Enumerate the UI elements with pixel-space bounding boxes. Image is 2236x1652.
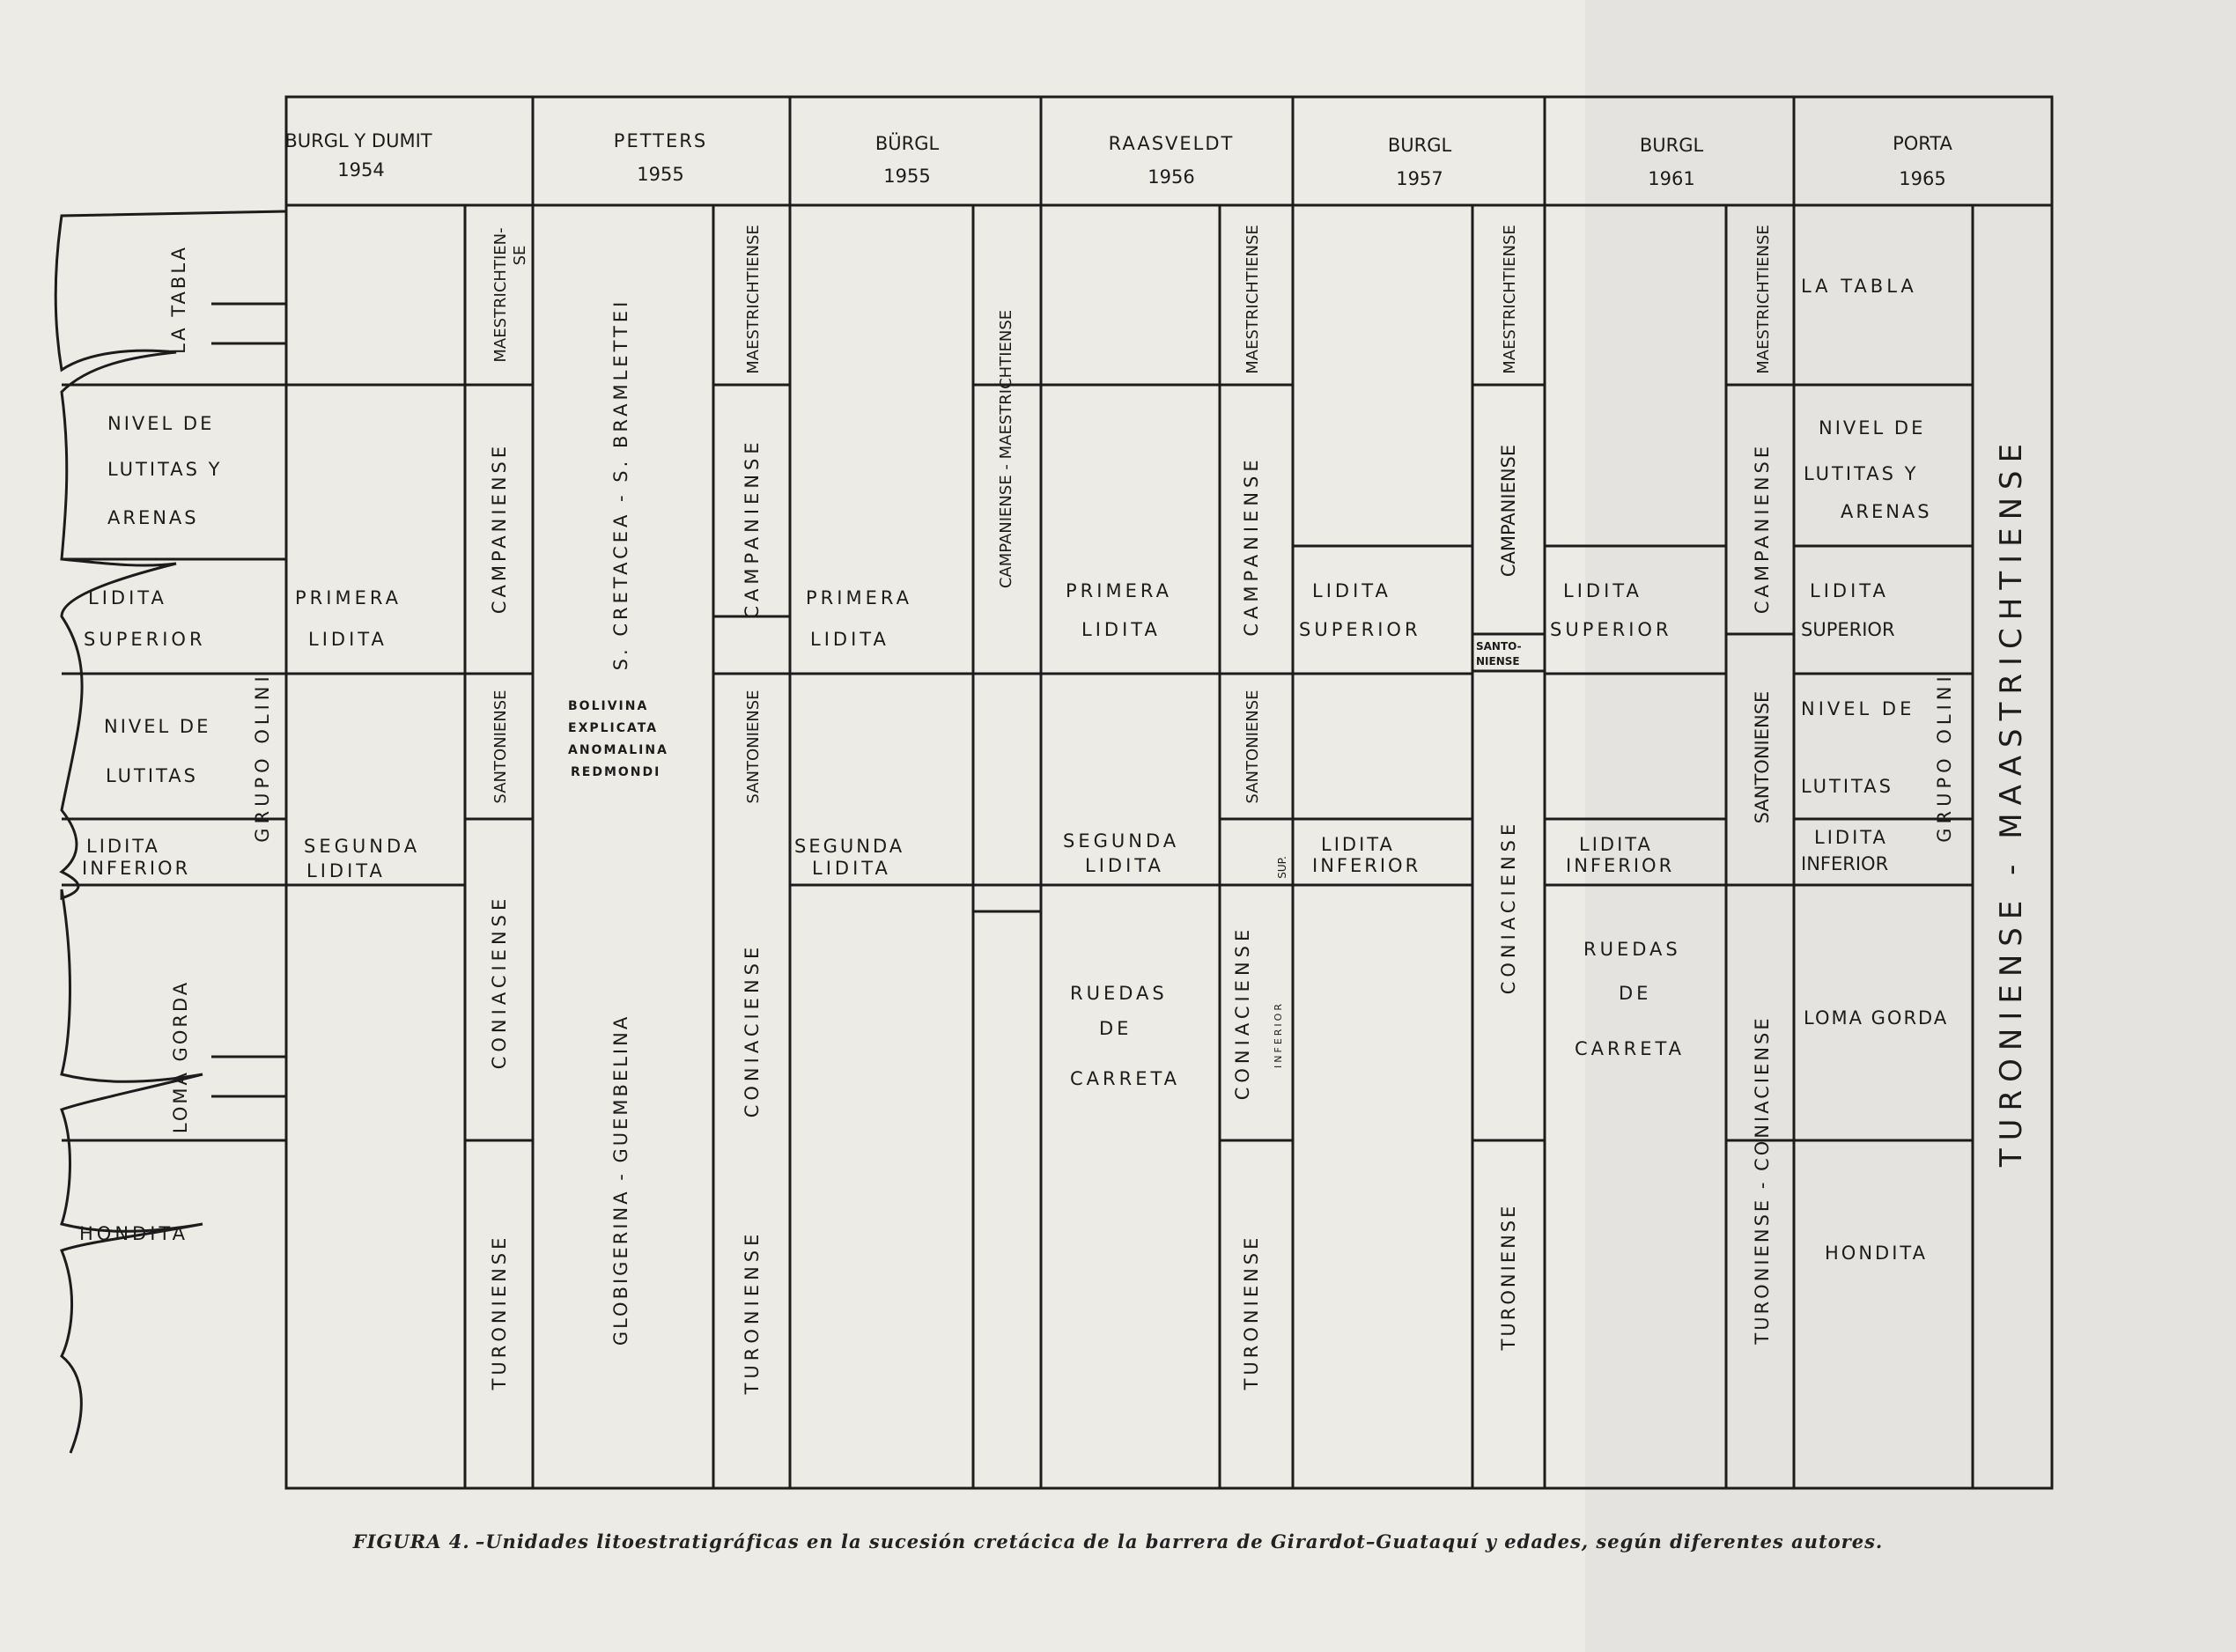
lidita-superior-line-2: SUPERIOR [84,629,206,650]
pe-santoniense: SANTONIENSE [744,690,763,804]
po-loma-gorda: LOMA GORDA [1804,1007,1949,1029]
ra-santoniense: SANTONIENSE [1243,690,1262,804]
author-name-4: RAASVELDT [1108,133,1235,154]
table-frame [286,97,2052,1488]
b61-santoniense: SANTONIENSE [1752,690,1773,824]
b61-campaniense: CAMPANIENSE [1752,442,1773,615]
ra-ruedas-2: DE [1099,1018,1133,1039]
author-name-2: PETTERS [613,130,708,151]
nivel-lutitas-line-1: NIVEL DE [104,716,211,737]
ra-inferior-small: INFERIOR [1273,1001,1284,1068]
po-lidita-inferior-2: INFERIOR [1801,853,1889,874]
pe-bolivina-3: ANOMALINA [568,743,668,757]
author-year-4: 1956 [1148,166,1195,188]
b55-primera-lidita-2: LIDITA [810,629,889,650]
author-name-5: BURGL [1387,135,1452,156]
ra-maestrichtiense: MAESTRICHTIENSE [1243,225,1262,374]
ra-primera-lidita-2: LIDITA [1081,619,1161,640]
ra-sup: SUP. [1276,856,1288,879]
bd-turoniense: TURONIENSE [489,1234,510,1390]
author-year-6: 1961 [1648,168,1695,189]
la-tabla-label: LA TABLA [168,245,189,354]
po-lidita-inferior-1: LIDITA [1814,827,1888,848]
bd-santoniense: SANTONIENSE [491,690,510,804]
po-nivel-1: NIVEL DE [1819,417,1926,439]
nivel-lutitas-arenas-line-3: ARENAS [107,507,199,528]
b61-ruedas-2: DE [1619,983,1652,1004]
po-nivel-lutitas-1: NIVEL DE [1801,698,1915,719]
pe-campaniense: CAMPANIENSE [742,438,763,619]
po-grupo-olini: GRUPO OLINI [1934,672,1955,843]
ra-campaniense: CAMPANIENSE [1241,455,1262,637]
pe-bolivina-4: REDMONDI [571,765,661,779]
lidita-superior-line-1: LIDITA [88,587,167,608]
diagram-text [79,130,2029,1395]
ra-ruedas-1: RUEDAS [1070,983,1168,1004]
bd-segunda-lidita-2: LIDITA [306,860,386,881]
b61-lidita-inferior-2: INFERIOR [1566,855,1675,876]
author-year-3: 1955 [883,166,931,187]
outer-frame [286,97,2052,1488]
hondita-label: HONDITA [79,1223,188,1244]
bd-segunda-lidita-1: SEGUNDA [304,836,421,857]
b55-segunda-lidita-2: LIDITA [812,858,891,879]
b57-santo-1: SANTO- [1476,640,1522,653]
author-name-3: BÜRGL [874,133,940,154]
author-name-6: BURGL [1639,135,1704,156]
po-nivel-2: LUTITAS Y [1804,463,1919,484]
ra-ruedas-3: CARRETA [1070,1068,1181,1089]
pe-s-cretacea: S. CRETACEA - S. BRAMLETTEI [610,298,631,671]
b61-maestrichtiense: MAESTRICHTIENSE [1754,225,1773,374]
author-name-7: PORTA [1893,133,1952,154]
pe-bolivina-1: BOLIVINA [568,699,649,713]
b55-segunda-lidita-1: SEGUNDA [794,836,905,857]
bd-primera-lidita-1: PRIMERA [295,587,402,608]
po-lidita-superior-2: SUPERIOR [1801,619,1895,640]
b57-turoniense: TURONIENSE [1498,1203,1519,1351]
b57-santo-2: NIENSE [1476,655,1520,667]
caption-text: –Unidades litoestratigráficas en la sucesión cretácica de la barrera de Girardot–Guataquí y edades, según diferentes autores. [475,1530,1884,1552]
b61-ruedas-3: CARRETA [1575,1038,1686,1059]
nivel-lutitas-arenas-line-1: NIVEL DE [107,413,215,434]
b61-ruedas-1: RUEDAS [1583,939,1681,960]
po-nivel-lutitas-2: LUTITAS [1801,776,1893,797]
bd-maestrichtien-2: SE [511,245,529,266]
author-year-5: 1957 [1396,168,1443,189]
b61-lidita-superior-2: SUPERIOR [1550,619,1672,640]
author-year-1: 1954 [337,159,385,181]
lidita-inferior-line-1: LIDITA [86,836,160,857]
author-name-1: BURGL Y DUMIT [284,130,432,151]
bd-maestrichtien-1: MAESTRICHTIEN- [491,227,510,363]
bd-campaniense: CAMPANIENSE [489,442,510,615]
bd-coniaciense: CONIACIENSE [489,894,510,1070]
pe-turoniense: TURONIENSE [742,1229,763,1395]
pe-globigerina: GLOBIGERINA - GUEMBELINA [610,1014,631,1346]
po-lidita-superior-1: LIDITA [1810,580,1889,601]
b61-lidita-superior-1: LIDITA [1563,580,1642,601]
nivel-lutitas-arenas-line-2: LUTITAS Y [107,459,223,480]
ra-primera-lidita-1: PRIMERA [1066,580,1172,601]
pe-coniaciense: CONIACIENSE [742,942,763,1118]
ra-turoniense: TURONIENSE [1241,1234,1262,1390]
lidita-inferior-line-2: INFERIOR [82,858,191,879]
b57-lidita-superior-2: SUPERIOR [1299,619,1421,640]
pe-bolivina-2: EXPLICATA [568,721,659,735]
caption-prefix: FIGURA 4. [352,1530,470,1552]
ra-coniaciense: CONIACIENSE [1232,925,1253,1101]
author-year-2: 1955 [637,164,684,185]
b57-lidita-superior-1: LIDITA [1312,580,1391,601]
b55-age-campaniense-maestrichtiense: CAMPANIENSE - MAESTRICHTIENSE [997,309,1015,589]
b57-lidita-inferior-1: LIDITA [1321,834,1395,855]
b61-turoniense-coniaciense: TURONIENSE - CONIACIENSE [1752,1015,1773,1345]
b61-lidita-inferior-1: LIDITA [1579,834,1653,855]
ra-segunda-lidita-2: LIDITA [1085,855,1164,876]
bd-grupo-olini: GRUPO OLINI [252,672,273,843]
figure-caption [0,1530,2236,1552]
b55-primera-lidita-1: PRIMERA [806,587,912,608]
pe-maestrichtiense: MAESTRICHTIENSE [744,225,763,374]
b57-coniaciense: CONIACIENSE [1498,819,1519,995]
b57-lidita-inferior-2: INFERIOR [1312,855,1421,876]
nivel-lutitas-line-2: LUTITAS [106,765,198,786]
b57-campaniense: CAMPANIENSE [1498,444,1519,578]
b57-maestrichtiense: MAESTRICHTIENSE [1501,225,1519,374]
po-turoniense-maastrichtiense: TURONIENSE - MAASTRICHTIENSE [1994,435,2029,1168]
po-la-tabla: LA TABLA [1801,276,1917,297]
author-year-7: 1965 [1899,168,1946,189]
bd-primera-lidita-2: LIDITA [308,629,387,650]
ra-segunda-lidita-1: SEGUNDA [1063,830,1180,852]
po-nivel-3: ARENAS [1841,501,1932,522]
po-hondita: HONDITA [1825,1243,1928,1264]
loma-gorda-label: LOMA GORDA [170,979,191,1134]
